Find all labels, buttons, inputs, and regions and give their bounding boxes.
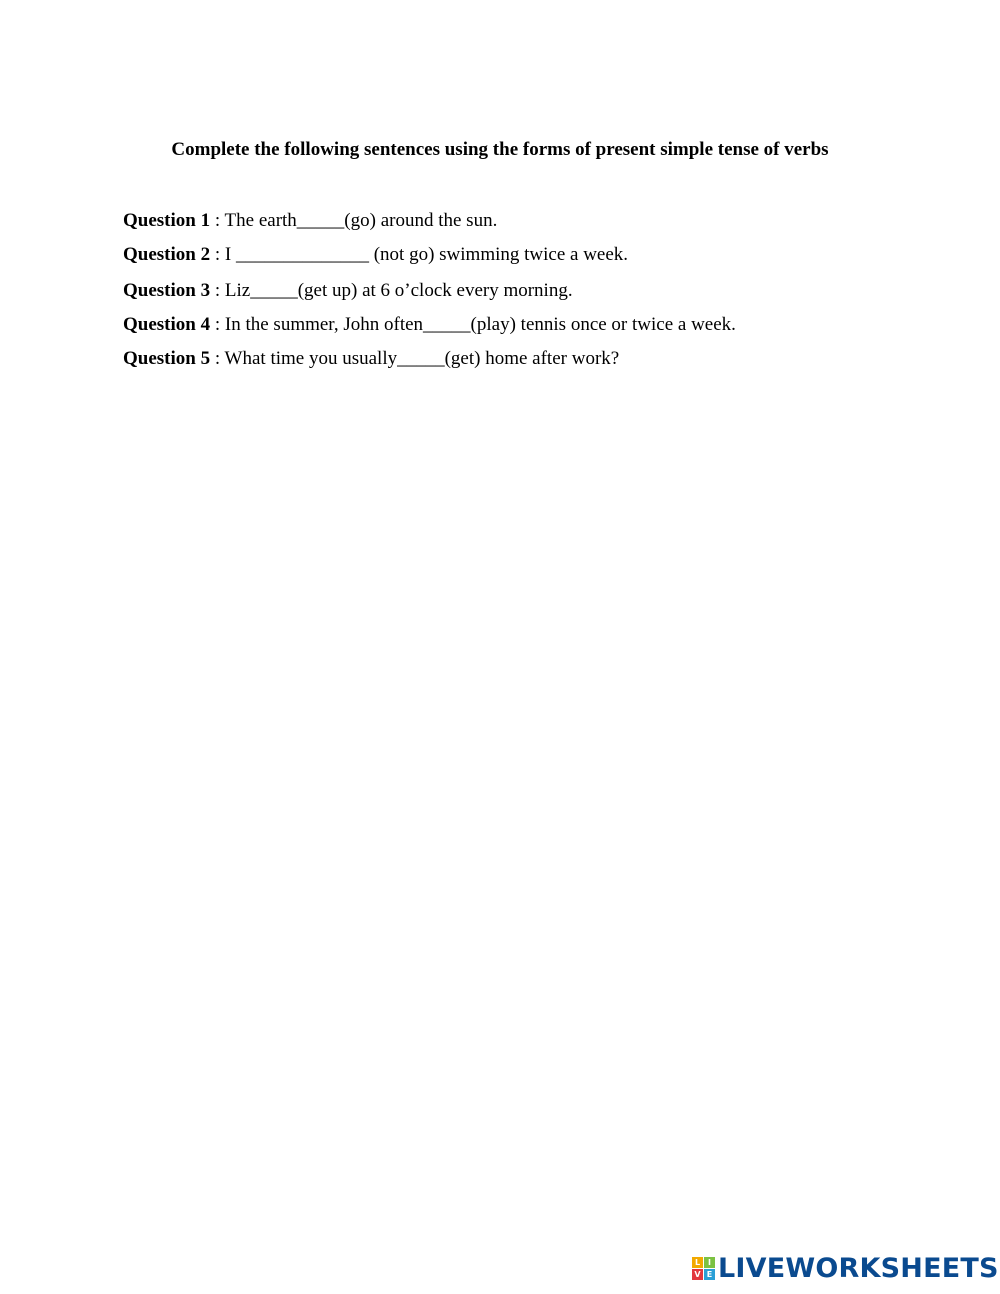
- logo-mark-i: I: [704, 1257, 715, 1268]
- liveworksheets-logo-text: LIVEWORKSHEETS: [718, 1252, 999, 1284]
- logo-mark-v: V: [692, 1269, 703, 1280]
- question-1-text: : The earth_____(go) around the sun.: [210, 210, 498, 231]
- logo-mark-l: L: [692, 1257, 703, 1268]
- question-2-label: Question 2: [123, 244, 211, 265]
- question-3-text: : Liz_____(get up) at 6 o’clock every morning.: [210, 280, 573, 301]
- question-4-label: Question 4: [123, 314, 211, 335]
- question-5-label: Question 5: [123, 348, 211, 369]
- liveworksheets-logo-icon: [692, 1257, 715, 1280]
- question-2: [123, 244, 628, 266]
- question-5-text: : What time you usually_____(get) home after work?: [210, 348, 620, 369]
- question-5: [123, 348, 619, 370]
- liveworksheets-logo: [692, 1253, 999, 1283]
- logo-mark-e: E: [704, 1269, 715, 1280]
- question-1: [123, 210, 497, 232]
- question-3: [123, 280, 573, 302]
- question-2-text: : I ______________ (not go) swimming twice a week.: [210, 244, 629, 265]
- question-3-label: Question 3: [123, 280, 211, 301]
- worksheet-heading: Complete the following sentences using the forms of present simple tense of verbs: [171, 139, 829, 160]
- question-4-text: : In the summer, John often_____(play) tennis once or twice a week.: [210, 314, 736, 335]
- question-4: [123, 314, 736, 336]
- question-1-label: Question 1: [123, 210, 211, 231]
